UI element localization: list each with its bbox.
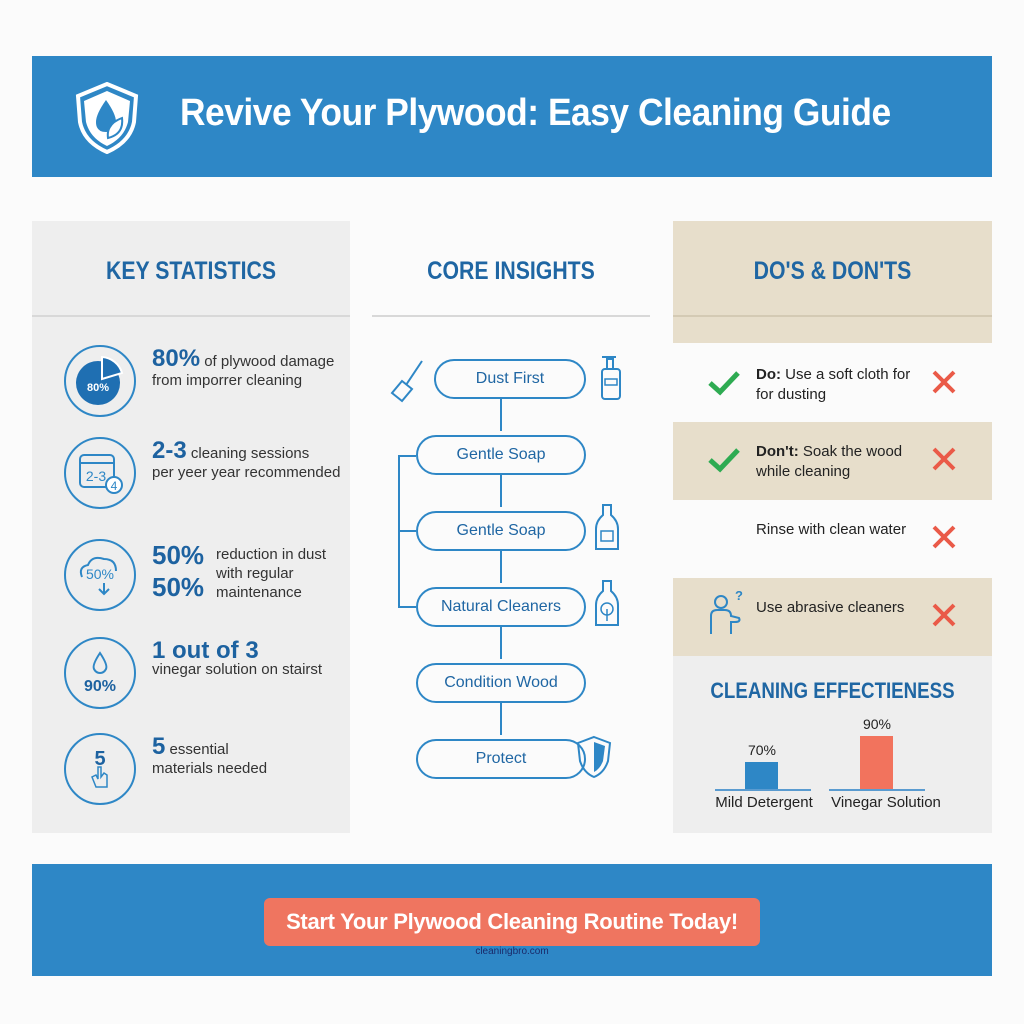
svg-text:90%: 90%	[83, 678, 117, 695]
connector-tick	[398, 530, 416, 532]
core-insights-panel	[372, 221, 650, 833]
stat-item: 80% 80% of plywood damage from imporrer cleaning	[64, 345, 354, 425]
check-icon	[707, 367, 741, 397]
svg-text:50%: 50%	[85, 566, 115, 582]
flow-step-natural-cleaners: Natural Cleaners	[416, 587, 586, 627]
shield-icon	[576, 735, 612, 779]
svg-text:2-3: 2-3	[85, 468, 107, 484]
core-insights-title: CORE INSIGHTS	[427, 257, 595, 285]
dos-donts-title: DO'S & DON'TS	[753, 257, 912, 285]
do-item: Do: Use a soft cloth for for dusting	[673, 345, 992, 423]
bottle-icon	[594, 501, 620, 553]
key-statistics-panel	[32, 221, 350, 833]
chart-baseline	[829, 789, 925, 791]
dos-donts-header	[673, 221, 992, 343]
shield-droplet-leaf-icon	[72, 82, 142, 154]
pie-chart-icon	[64, 345, 136, 417]
hand-pointer-icon	[64, 733, 136, 805]
svg-text:80%: 80%	[86, 382, 110, 394]
rinse-item: Rinse with clean water	[673, 500, 992, 578]
flow-step-gentle-soap: Gentle Soap	[416, 435, 586, 475]
droplet-icon	[64, 637, 136, 709]
category-label: Vinegar Solution	[831, 794, 941, 811]
connector-tick	[398, 455, 416, 457]
natural-cleaner-bottle-icon	[594, 577, 620, 629]
x-icon	[929, 522, 959, 552]
svg-text:4: 4	[110, 479, 118, 493]
abrasive-item: ? Use abrasive cleaners	[673, 578, 992, 656]
arrow	[500, 703, 502, 735]
flow-step-gentle-soap-2: Gentle Soap	[416, 511, 586, 551]
calendar-icon	[64, 437, 136, 509]
arrow	[500, 475, 502, 507]
start-routine-button[interactable]: Start Your Plywood Cleaning Routine Today!	[264, 898, 760, 946]
connector-tick	[398, 606, 416, 608]
chart-title: CLEANING EFFECTIENESS	[710, 678, 955, 703]
flow-step-dust-first: Dust First	[434, 359, 586, 399]
arrow	[500, 551, 502, 583]
divider	[673, 315, 992, 317]
cloud-down-icon	[64, 539, 136, 611]
arrow	[500, 627, 502, 659]
category-label: Mild Detergent	[715, 794, 813, 811]
page-title: Revive Your Plywood: Easy Cleaning Guide	[180, 92, 891, 134]
flow-step-protect: Protect	[416, 739, 586, 779]
stat-item: 5 5 essential materials needed	[64, 733, 354, 813]
cleaning-effectiveness-chart	[673, 656, 992, 833]
bar-vinegar-solution	[860, 736, 893, 789]
stat-item: 50% 50% 50% reduction in dust with regular maintenance	[64, 539, 354, 619]
bar-label: 90%	[862, 716, 892, 732]
x-icon	[929, 367, 959, 397]
bar-label: 70%	[747, 742, 777, 758]
footer-banner	[32, 864, 992, 976]
check-icon	[707, 444, 741, 474]
header-banner	[32, 56, 992, 177]
broom-icon	[388, 357, 426, 403]
soap-dispenser-icon	[596, 353, 624, 401]
divider	[32, 315, 350, 317]
bar-mild-detergent	[745, 762, 778, 789]
dos-donts-panel	[673, 221, 992, 833]
x-icon	[929, 600, 959, 630]
arrow	[500, 399, 502, 431]
stat-item: 90% 1 out of 3 vinegar solution on stairst	[64, 637, 354, 717]
site-link[interactable]: cleaningbro.com	[475, 946, 549, 957]
dont-item: Don't: Soak the wood while cleaning	[673, 422, 992, 500]
flow-step-condition-wood: Condition Wood	[416, 663, 586, 703]
person-question-icon	[707, 590, 743, 636]
svg-text:5: 5	[94, 748, 106, 770]
key-statistics-title: KEY STATISTICS	[105, 257, 277, 285]
stat-item: 2-3 4 2-3 cleaning sessions per yeer year recommended	[64, 437, 354, 517]
chart-baseline	[715, 789, 811, 791]
x-icon	[929, 444, 959, 474]
svg-text:?: ?	[735, 590, 743, 603]
divider	[372, 315, 650, 317]
